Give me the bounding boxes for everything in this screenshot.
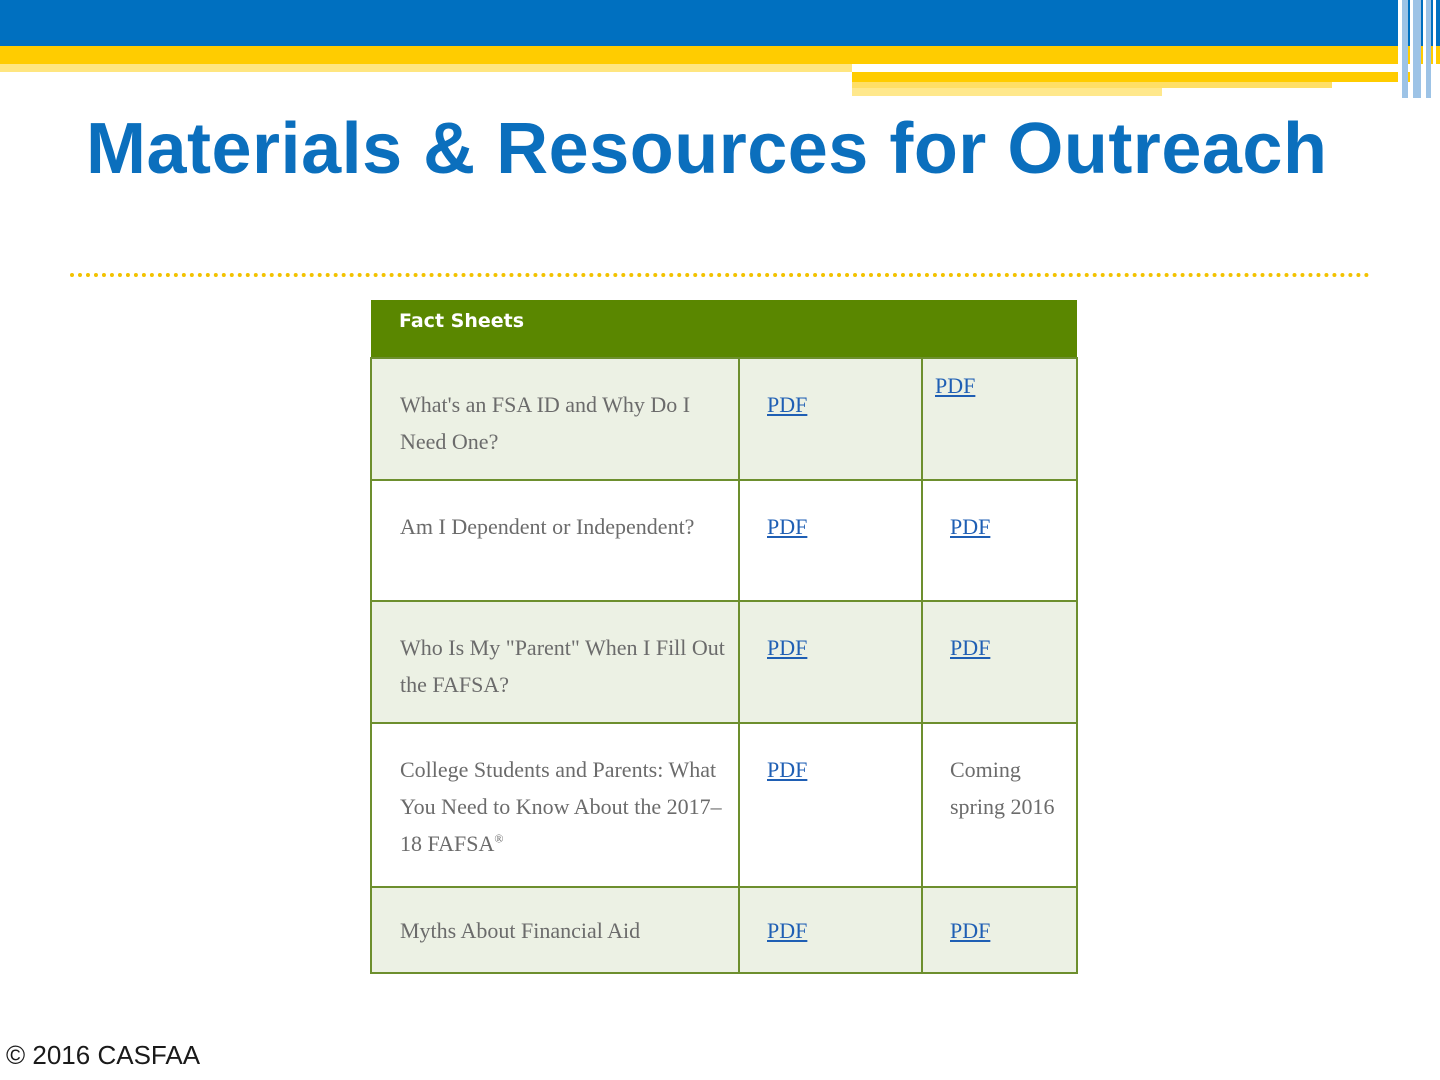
table-header: Fact Sheets (371, 300, 1077, 358)
fact-sheet-title: Am I Dependent or Independent? (371, 480, 739, 601)
registered-mark: ® (494, 831, 504, 846)
table-row (371, 480, 1077, 601)
title-divider (70, 273, 1370, 277)
header-decor-line (1402, 0, 1408, 98)
fact-sheet-title (371, 723, 739, 887)
header-accent-stripe-light (0, 64, 852, 72)
header-decor-line (1433, 0, 1436, 98)
table-row (371, 601, 1077, 723)
header-accent-stripe-right-3 (852, 88, 1162, 96)
header-accent-stripe-right (852, 72, 1412, 82)
fact-sheets-table (370, 300, 1078, 974)
table-row (371, 358, 1077, 480)
table-row (371, 887, 1077, 973)
pdf-link[interactable]: PDF (767, 918, 808, 943)
copyright-footer: © 2016 CASFAA (6, 1040, 201, 1070)
header-decor-line (1426, 0, 1431, 98)
pdf-link[interactable]: PDF (950, 514, 991, 539)
slide-title: Materials & Resources for Outreach (86, 109, 1328, 189)
header-bar (0, 0, 1440, 46)
fact-sheet-title-text: College Students and Parents: What You Need to Know About the 2017–18 FAFSA (400, 757, 722, 856)
fact-sheet-title: What's an FSA ID and Why Do I Need One? (371, 358, 739, 480)
availability-note: Coming spring 2016 (922, 723, 1077, 887)
pdf-link[interactable]: PDF (950, 918, 991, 943)
header-decor-line (1413, 0, 1421, 98)
pdf-link[interactable]: PDF (950, 635, 991, 660)
pdf-link[interactable]: PDF (767, 635, 808, 660)
header-accent-stripe (0, 46, 1440, 64)
table-row (371, 723, 1077, 887)
pdf-link[interactable]: PDF (767, 392, 808, 417)
pdf-link[interactable]: PDF (935, 373, 976, 398)
fact-sheet-title: Myths About Financial Aid (371, 887, 739, 973)
fact-sheet-title: Who Is My "Parent" When I Fill Out the FAFSA? (371, 601, 739, 723)
pdf-link[interactable]: PDF (767, 514, 808, 539)
pdf-link[interactable]: PDF (767, 757, 808, 782)
